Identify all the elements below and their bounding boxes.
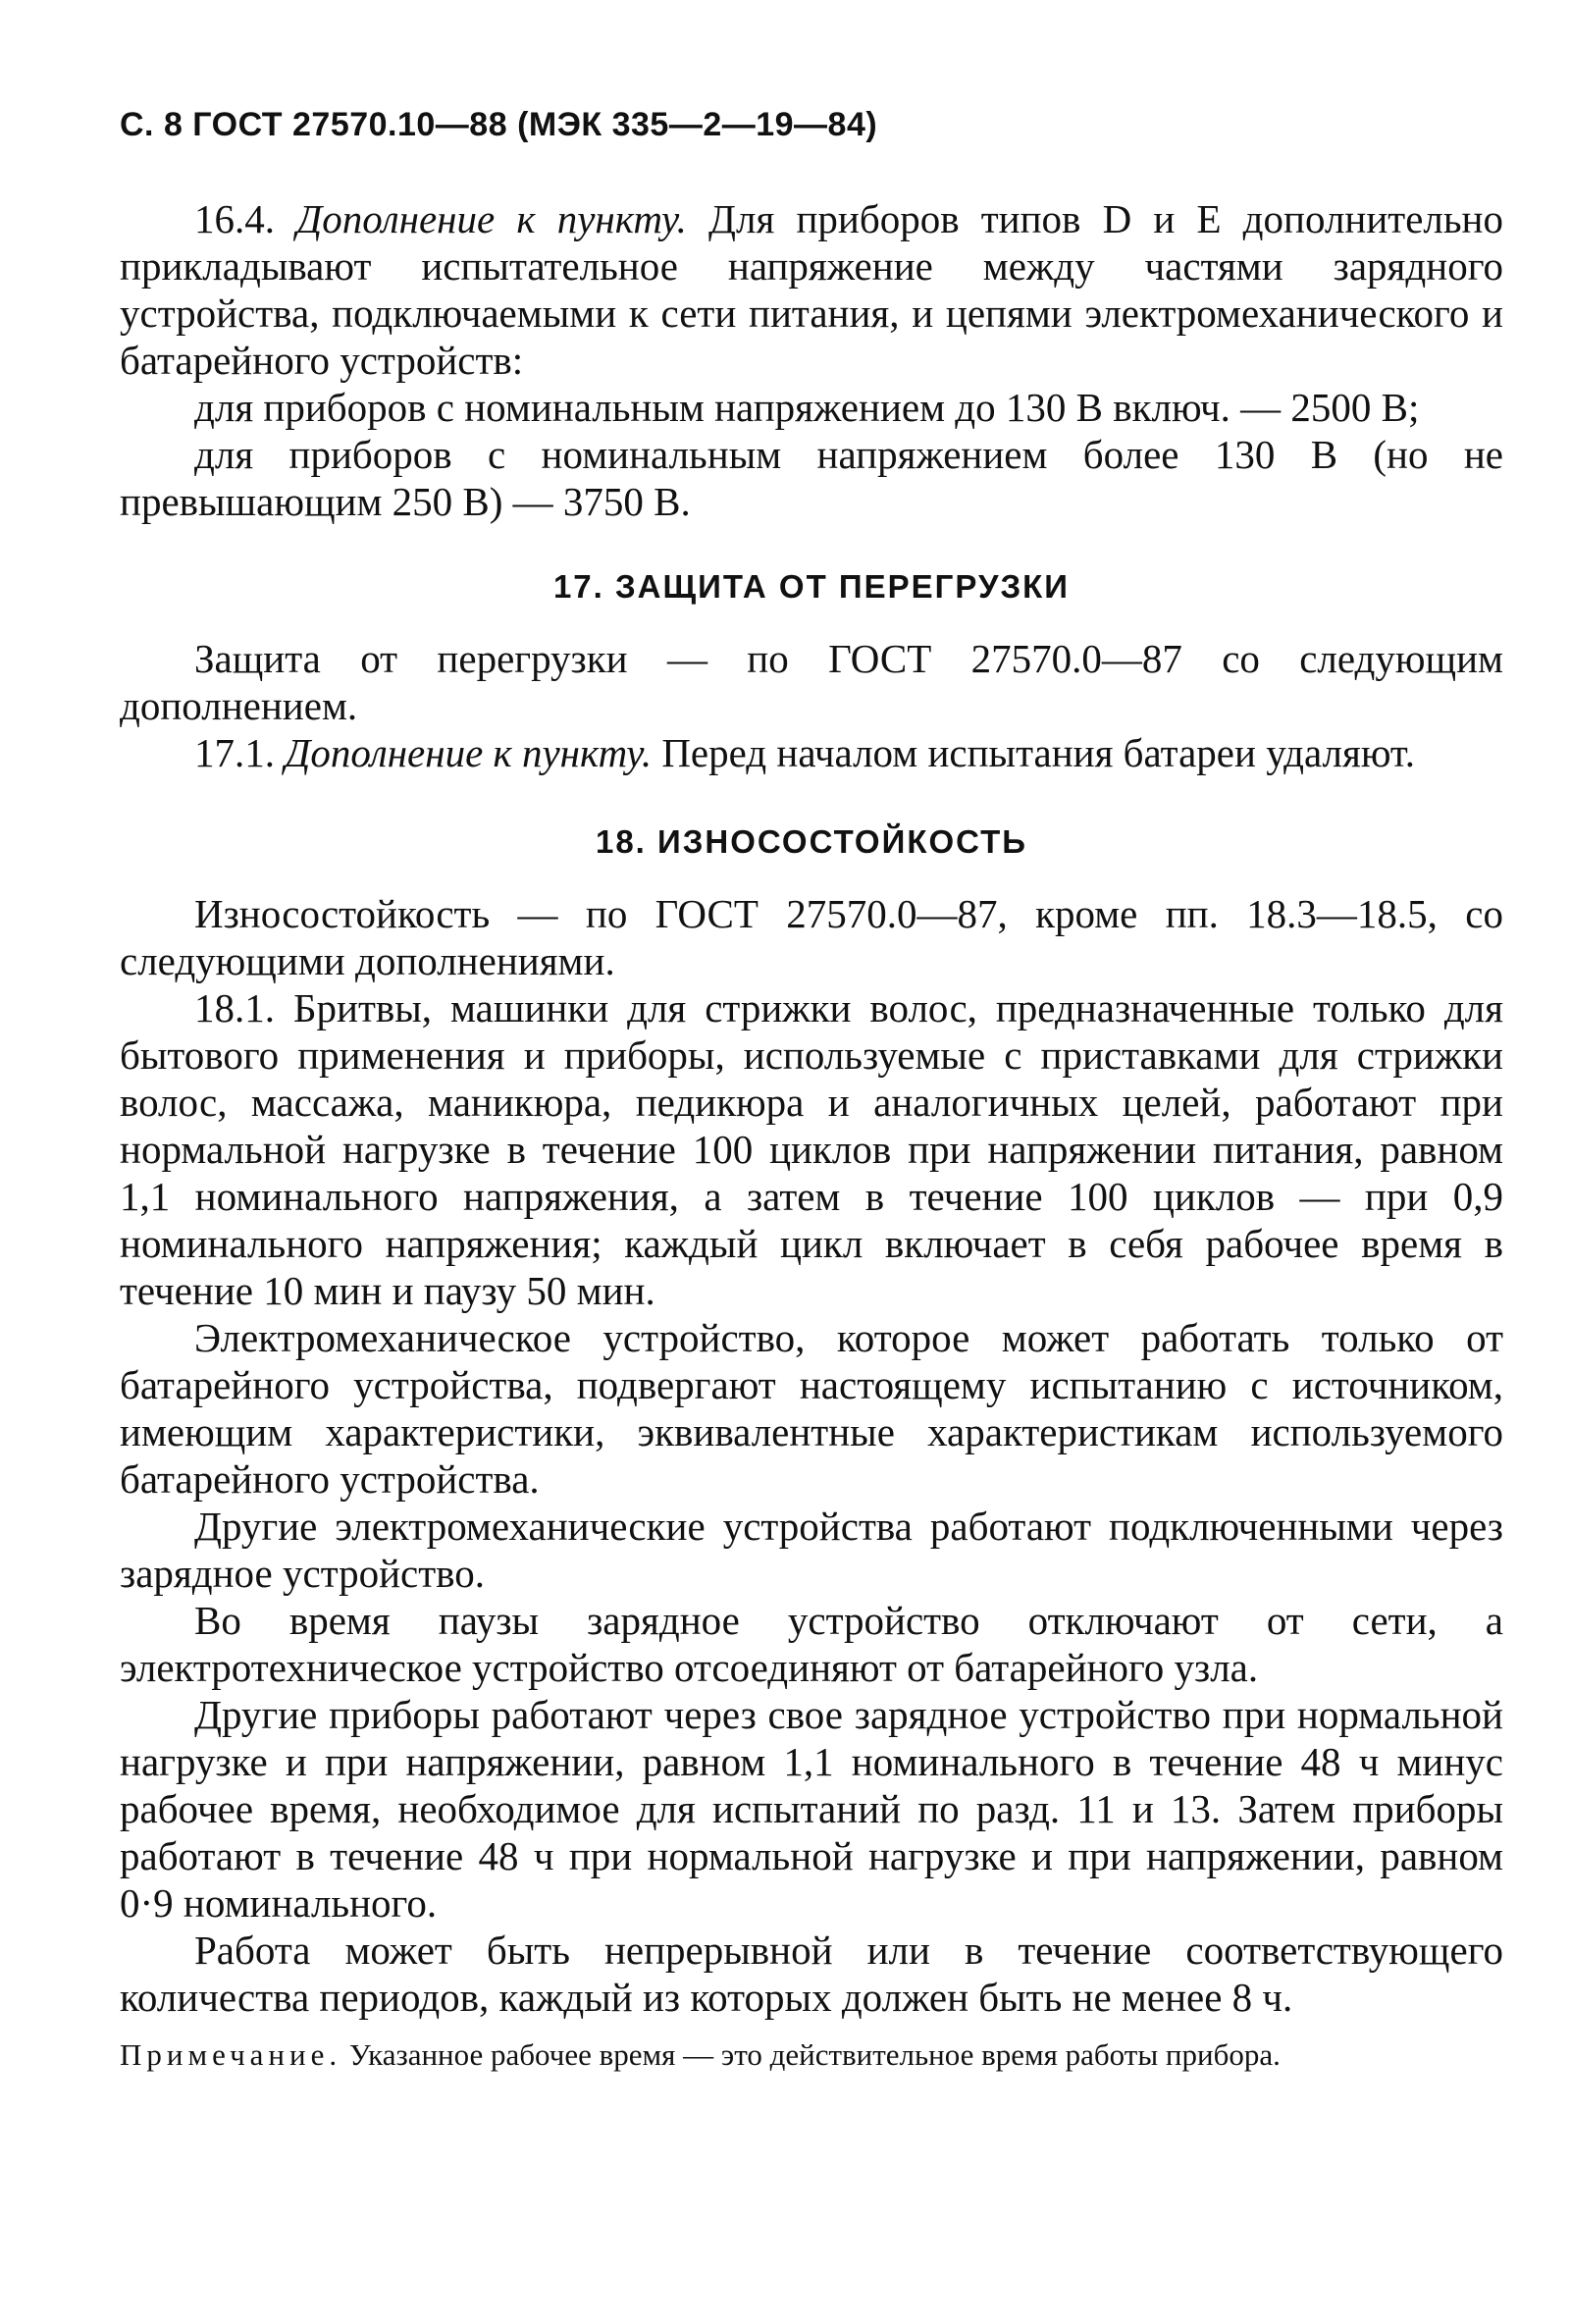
clause-16-4-title: Дополнение к пункту. [296,196,687,241]
section-18-paragraph: Другие электромеханические устройства работают подключенными через зарядное устройство. [120,1504,1503,1596]
clause-17-1-number: 17.1. [194,730,275,775]
section-18-paragraph: Во время паузы зарядное устройство отключают от сети, а электротехническое устройство отсоединяют от батарейного узла. [120,1598,1503,1690]
section-18-paragraph: Другие приборы работают через свое зарядное устройство при нормальной нагрузке и при напряжении, равном 1,1 номинального в течение 48 ч минус рабочее время, необходимое для испытаний по разд. 11 и 13. Затем приборы работают в течение 48 ч при нормальной нагрузке и при напряжении, равном 0·9 номинального. [120,1692,1503,1926]
section-18-paragraph: Электромеханическое устройство, которое может работать только от батарейного устройства, подвергают настоящему испытанию с источником, имеющим характеристики, эквивалентные характеристикам используемого батарейного устройства. [120,1315,1503,1502]
clause-16-4-item-1: для приборов с номинальным напряжением до 130 В включ. — 2500 В; [194,385,1420,430]
clause-16-4-text: Для приборов типов D и E дополнительно прикладывают испытательное напряжение между частями зарядного устройства, подключаемыми к сети питания, и цепями электромеханического и батарейного устройств: [120,196,1503,383]
clause-18-1: 18.1. Бритвы, машинки для стрижки волос, предназначенные только для бытового применения и приборы, используемые с приставками для стрижки волос, массажа, маникюра, педикюра и аналогичных целей, работают при нормальной нагрузке в течение 100 циклов при напряжении питания, равном 1,1 номинального напряжения, а затем в течение 100 циклов — при 0,9 номинального напряжения; каждый цикл включает в себя рабочее время в течение 10 мин и паузу 50 мин. [120,985,1503,1313]
section-17-intro: Защита от перегрузки — по ГОСТ 27570.0—87 со следующим дополнением. [120,636,1503,728]
clause-17-1-title: Дополнение к пункту. [285,730,653,775]
running-head: С. 8 ГОСТ 27570.10—88 (МЭК 335—2—19—84) [120,106,878,143]
note-text: Указанное рабочее время — это действительное время работы прибора. [348,2037,1281,2072]
section-18-paragraph: Работа может быть непрерывной или в течение соответствующего количества периодов, каждый из которых должен быть не менее 8 ч. [120,1928,1503,2020]
clause-16-4 [120,195,1503,384]
clause-17-1-text: Перед началом испытания батареи удаляют. [661,730,1416,775]
note-label: Примечание. [120,2037,342,2072]
section-17-heading: 17. ЗАЩИТА ОТ ПЕРЕГРУЗКИ [552,568,1071,605]
note [120,2036,1503,2074]
clause-16-4-number: 16.4. [194,196,275,241]
section-18-intro: Износостойкость — по ГОСТ 27570.0—87, кроме пп. 18.3—18.5, со следующими дополнениями. [120,891,1503,983]
section-18-heading: 18. ИЗНОСОСТОЙКОСТЬ [595,823,1028,860]
document-page [120,106,1503,2074]
clause-16-4-item-2: для приборов с номинальным напряжением более 130 В (но не превышающим 250 В) — 3750 В. [120,432,1503,524]
clause-17-1 [120,729,1503,776]
